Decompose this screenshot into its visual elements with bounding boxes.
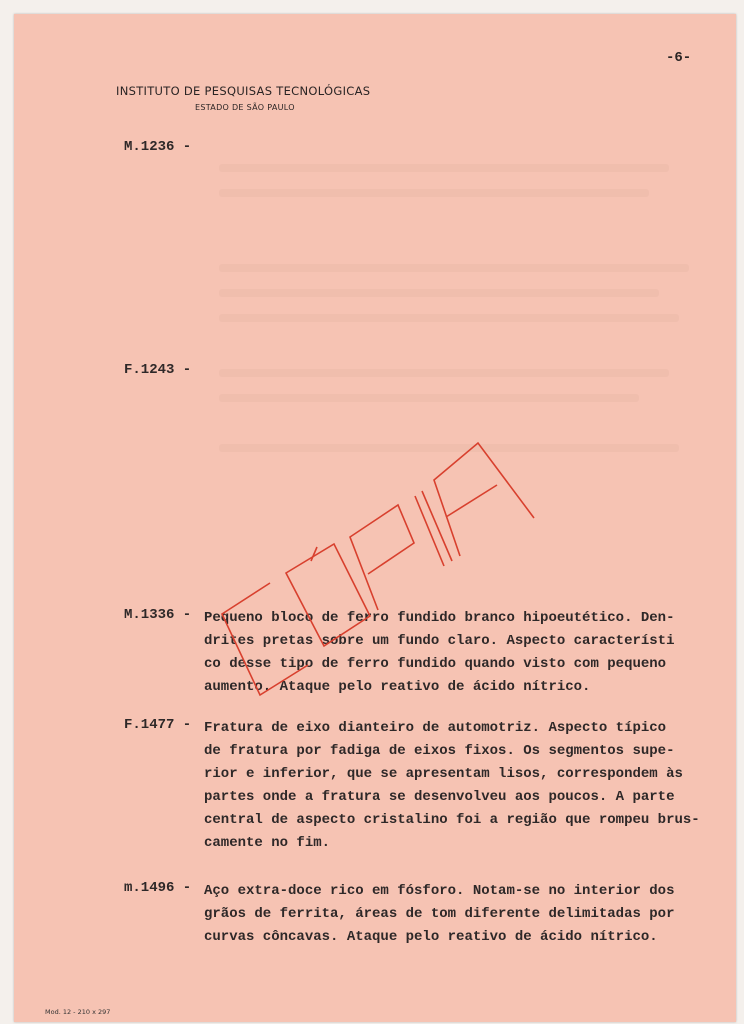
page-number: -6-	[666, 50, 692, 66]
bleed-through-mark	[219, 314, 679, 322]
description-line: partes onde a fratura se desenvolveu aos poucos. A parte	[204, 789, 675, 805]
description-line: camente no fim.	[204, 835, 331, 851]
description-line: Fratura de eixo dianteiro de automotriz. Aspecto típico	[204, 720, 667, 736]
bleed-through-mark	[219, 289, 659, 297]
description-line: Aço extra-doce rico em fósforo. Notam-se no interior dos	[204, 883, 675, 899]
specimen-description	[204, 607, 714, 699]
bleed-through-mark	[219, 369, 669, 377]
specimen-code: F.1477 -	[124, 717, 192, 733]
bleed-through-mark	[219, 189, 649, 197]
bleed-through-mark	[219, 444, 679, 452]
bleed-through-mark	[219, 264, 689, 272]
institution-state: ESTADO DE SÃO PAULO	[195, 103, 295, 112]
description-line: rior e inferior, que se apresentam lisos, correspondem às	[204, 766, 683, 782]
description-line: central de aspecto cristalino foi a região que rompeu brus-	[204, 812, 700, 828]
description-line: curvas côncavas. Ataque pelo reativo de ácido nítrico.	[204, 929, 658, 945]
description-line: Pequeno bloco de ferro fundido branco hipoeutético. Den-	[204, 610, 675, 626]
bleed-through-mark	[219, 164, 669, 172]
institution-name: INSTITUTO DE PESQUISAS TECNOLÓGICAS	[116, 84, 371, 98]
description-line: grãos de ferrita, áreas de tom diferente delimitadas por	[204, 906, 675, 922]
description-line: drites pretas sobre um fundo claro. Aspecto característi	[204, 633, 675, 649]
form-label: Mod. 12 - 210 x 297	[45, 1008, 111, 1016]
specimen-code: M.1236 -	[124, 139, 192, 155]
description-line: aumento. Ataque pelo reativo de ácido nítrico.	[204, 679, 591, 695]
document-page	[14, 14, 736, 1022]
bleed-through-mark	[219, 394, 639, 402]
specimen-code: F.1243 -	[124, 362, 192, 378]
specimen-code: M.1336 -	[124, 607, 192, 623]
specimen-code: m.1496 -	[124, 880, 192, 896]
specimen-description	[204, 717, 714, 855]
specimen-description	[204, 880, 714, 949]
description-line: de fratura por fadiga de eixos fixos. Os segmentos supe-	[204, 743, 675, 759]
description-line: co desse tipo de ferro fundido quando visto com pequeno	[204, 656, 667, 672]
